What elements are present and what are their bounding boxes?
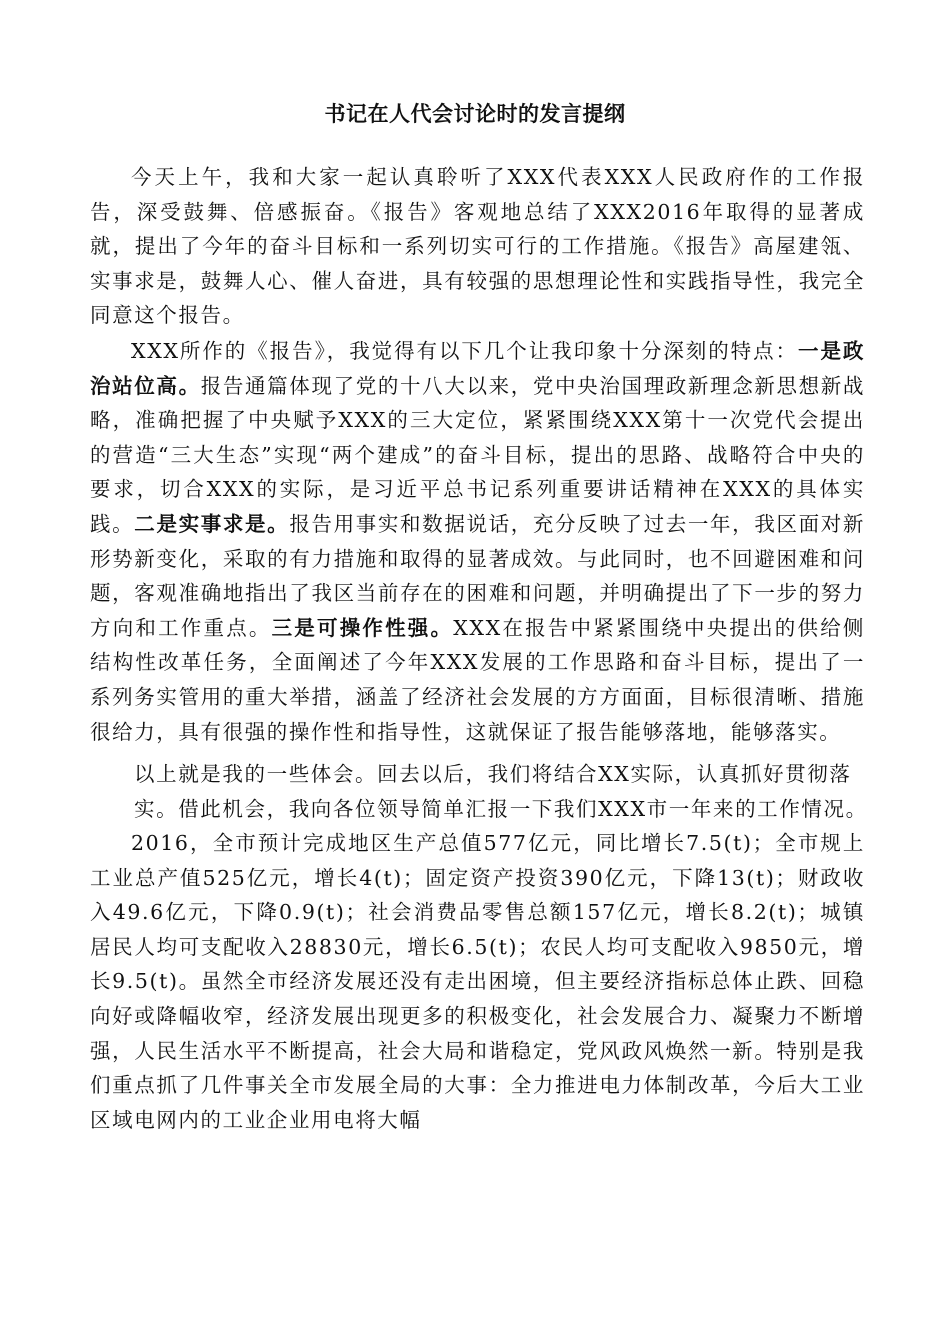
point-two-text: 报告用事实和数据说话，充分反映了过去一年，我区面对新形势新变化，采取的有力措施和取得的显著成效。与此同时，也不回避困难和问题，客观准确地指出了我区当前存在的困难和问题，并明确提出了下一步的努力方向和工作重点。 — [90, 511, 866, 640]
paragraph-statistics: 2016，全市预计完成地区生产总值577亿元，同比增长7.5(t)；全市规上工业总产值525亿元，增长4(t)；固定资产投资390亿元，下降13(t)；财政收入49.6亿元，下降0.9(t)；社会消费品零售总额157亿元，增长8.2(t)；城镇居民人均可支配收入28830元，增长6.5(t)；农民人均可支配收入9850元，增长9.5(t)。虽然全市经济发展还没有走出困境，但主要经济指标总体止跌、回稳向好或降幅收窄，经济发展出现更多的积极变化，社会发展合力、凝聚力不断增强，人民生活水平不断提高，社会大局和谐稳定，党风政风焕然一新。特别是我们重点抓了几件事关全市发展全局的大事：全力推进电力体制改革，今后大工业区域电网内的工业企业用电将大幅 — [90, 831, 865, 1132]
point-three-heading: 三是可操作性强。 — [271, 615, 454, 640]
point-one-heading: 一是政治站位高。 — [90, 339, 865, 398]
paragraph-summary-line-1: 以上就是我的一些体会。回去以后，我们将结合XX实际，认真抓好贯彻落 — [134, 762, 852, 786]
paragraph-features — [90, 334, 865, 749]
features-intro: XXX所作的《报告》，我觉得有以下几个让我印象十分深刻的特点： — [131, 339, 798, 363]
paragraph-opening: 今天上午，我和大家一起认真聆听了XXX代表XXX人民政府作的工作报告，深受鼓舞、倍感振奋。《报告》客观地总结了XXX2016年取得的显著成就，提出了今年的奋斗目标和一系列切实可行的工作措施。《报告》高屋建瓴、实事求是，鼓舞人心、催人奋进，具有较强的思想理论性和实践指导性，我完全同意这个报告。 — [90, 165, 865, 328]
point-one-text: 报告通篇体现了党的十八大以来，党中央治国理政新理念新思想新战略，准确把握了中央赋予XXX的三大定位，紧紧围绕XXX第十一次党代会提出的营造“三大生态”实现“两个建成”的奋斗目标，提出的思路、战略符合中央的要求，切合XXX的实际，是习近平总书记系列重要讲话精神在XXX的具体实践。 — [90, 373, 866, 536]
paragraph-summary-line-2: 实。借此机会，我向各位领导简单汇报一下我们XXX市一年来的工作情况。 — [134, 797, 868, 821]
point-two-heading: 二是实事求是。 — [134, 511, 290, 536]
point-three-text: XXX在报告中紧紧围绕中央提出的供给侧结构性改革任务，全面阐述了今年XXX发展的工作思路和奋斗目标，提出了一系列务实管用的重大举措，涵盖了经济社会发展的方方面面，目标很清晰、措施很给力，具有很强的操作性和指导性，这就保证了报告能够落地，能够落实。 — [90, 615, 865, 744]
document-title: 书记在人代会讨论时的发言提纲 — [324, 101, 626, 126]
